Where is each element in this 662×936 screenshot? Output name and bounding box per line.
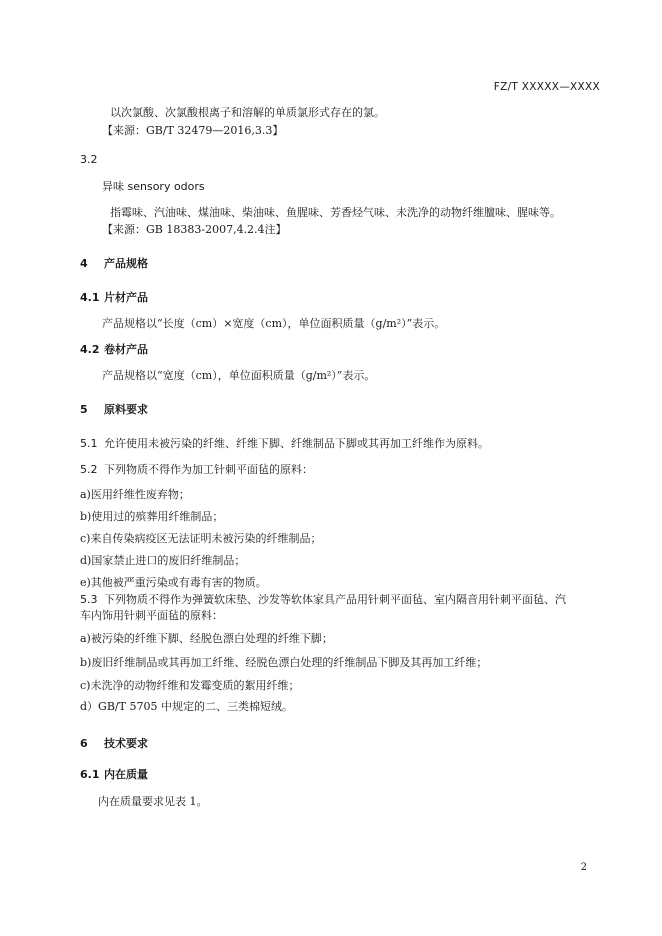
clause-number: 5.3 [80,593,98,606]
section-number: 6 [80,737,88,750]
section-heading [80,403,148,417]
list-item: c)来自传染病疫区无法证明未被污染的纤维制品； [80,532,322,545]
standard-code: FZ/T XXXXX—XXXX [493,81,600,93]
list-item: b)使用过的殡葬用纤维制品； [80,510,224,523]
list-item: e)其他被严重污染或有毒有害的物质。 [80,576,267,589]
list-item: a)医用纤维性废弃物； [80,488,190,501]
subsection-number: 6.1 [80,768,100,781]
list-item: d）GB/T 5705 中规定的二、三类棉短绒。 [80,700,293,713]
section-title: 技术要求 [104,737,148,750]
list-item: b)废旧纤维制品或其再加工纤维、经脱色漂白处理的纤维制品下脚及其再加工纤维； [80,656,488,669]
paragraph: 产品规格以“长度（cm）×宽度（cm），单位面积质量（g/m²）”表示。 [102,317,446,330]
list-item: c)未洗净的动物纤维和发霉变质的絮用纤维； [80,679,300,692]
clause [80,437,489,451]
clause-text: 允许使用未被污染的纤维、纤维下脚、纤维制品下脚或其再加工纤维作为原料。 [104,437,489,450]
clause [80,463,313,477]
subsection-heading [80,768,148,782]
definition-text: 以次氯酸、次氯酸根离子和溶解的单质氯形式存在的氯。 [110,106,385,119]
clause-text-continued: 车内饰用针刺平面毡的原料： [80,609,223,622]
subsection-heading [80,343,148,357]
definition-source: 【来源：GB/T 32479—2016,3.3】 [102,124,284,137]
section-heading [80,737,148,751]
section-number: 4 [80,257,88,270]
paragraph: 内在质量要求见表 1。 [98,795,208,808]
definition-text: 指霉味、汽油味、煤油味、柴油味、鱼腥味、芳香烃气味、未洗净的动物纤维膻味、腥味等。 [110,206,561,219]
paragraph: 产品规格以“宽度（cm），单位面积质量（g/m²）”表示。 [102,369,376,382]
section-title: 原料要求 [104,403,148,416]
subsection-title: 内在质量 [104,768,148,781]
subsection-number: 4.1 [80,291,100,304]
subsection-title: 卷材产品 [104,343,148,356]
list-item: a)被污染的纤维下脚、经脱色漂白处理的纤维下脚； [80,632,333,645]
clause-number: 5.1 [80,437,98,450]
page-number: 2 [580,862,587,873]
section-title: 产品规格 [104,257,148,270]
subsection-title: 片材产品 [104,291,148,304]
list-item: d)国家禁止进口的废旧纤维制品； [80,554,246,567]
clause [80,593,566,607]
section-number: 5 [80,403,88,416]
subsection-number: 4.2 [80,343,100,356]
subsection-heading [80,291,148,305]
clause-text: 下列物质不得作为加工针刺平面毡的原料： [104,463,313,476]
clause-number: 5.2 [80,463,98,476]
section-heading [80,257,148,271]
clause-text: 下列物质不得作为弹簧软床垫、沙发等软体家具产品用针刺平面毡、室内隔音用针刺平面毡、汽 [104,593,566,606]
definition-source: 【来源：GB 18383-2007,4.2.4注】 [102,223,287,236]
term-title: 异味 sensory odors [102,180,205,193]
clause-number: 3.2 [80,153,98,166]
